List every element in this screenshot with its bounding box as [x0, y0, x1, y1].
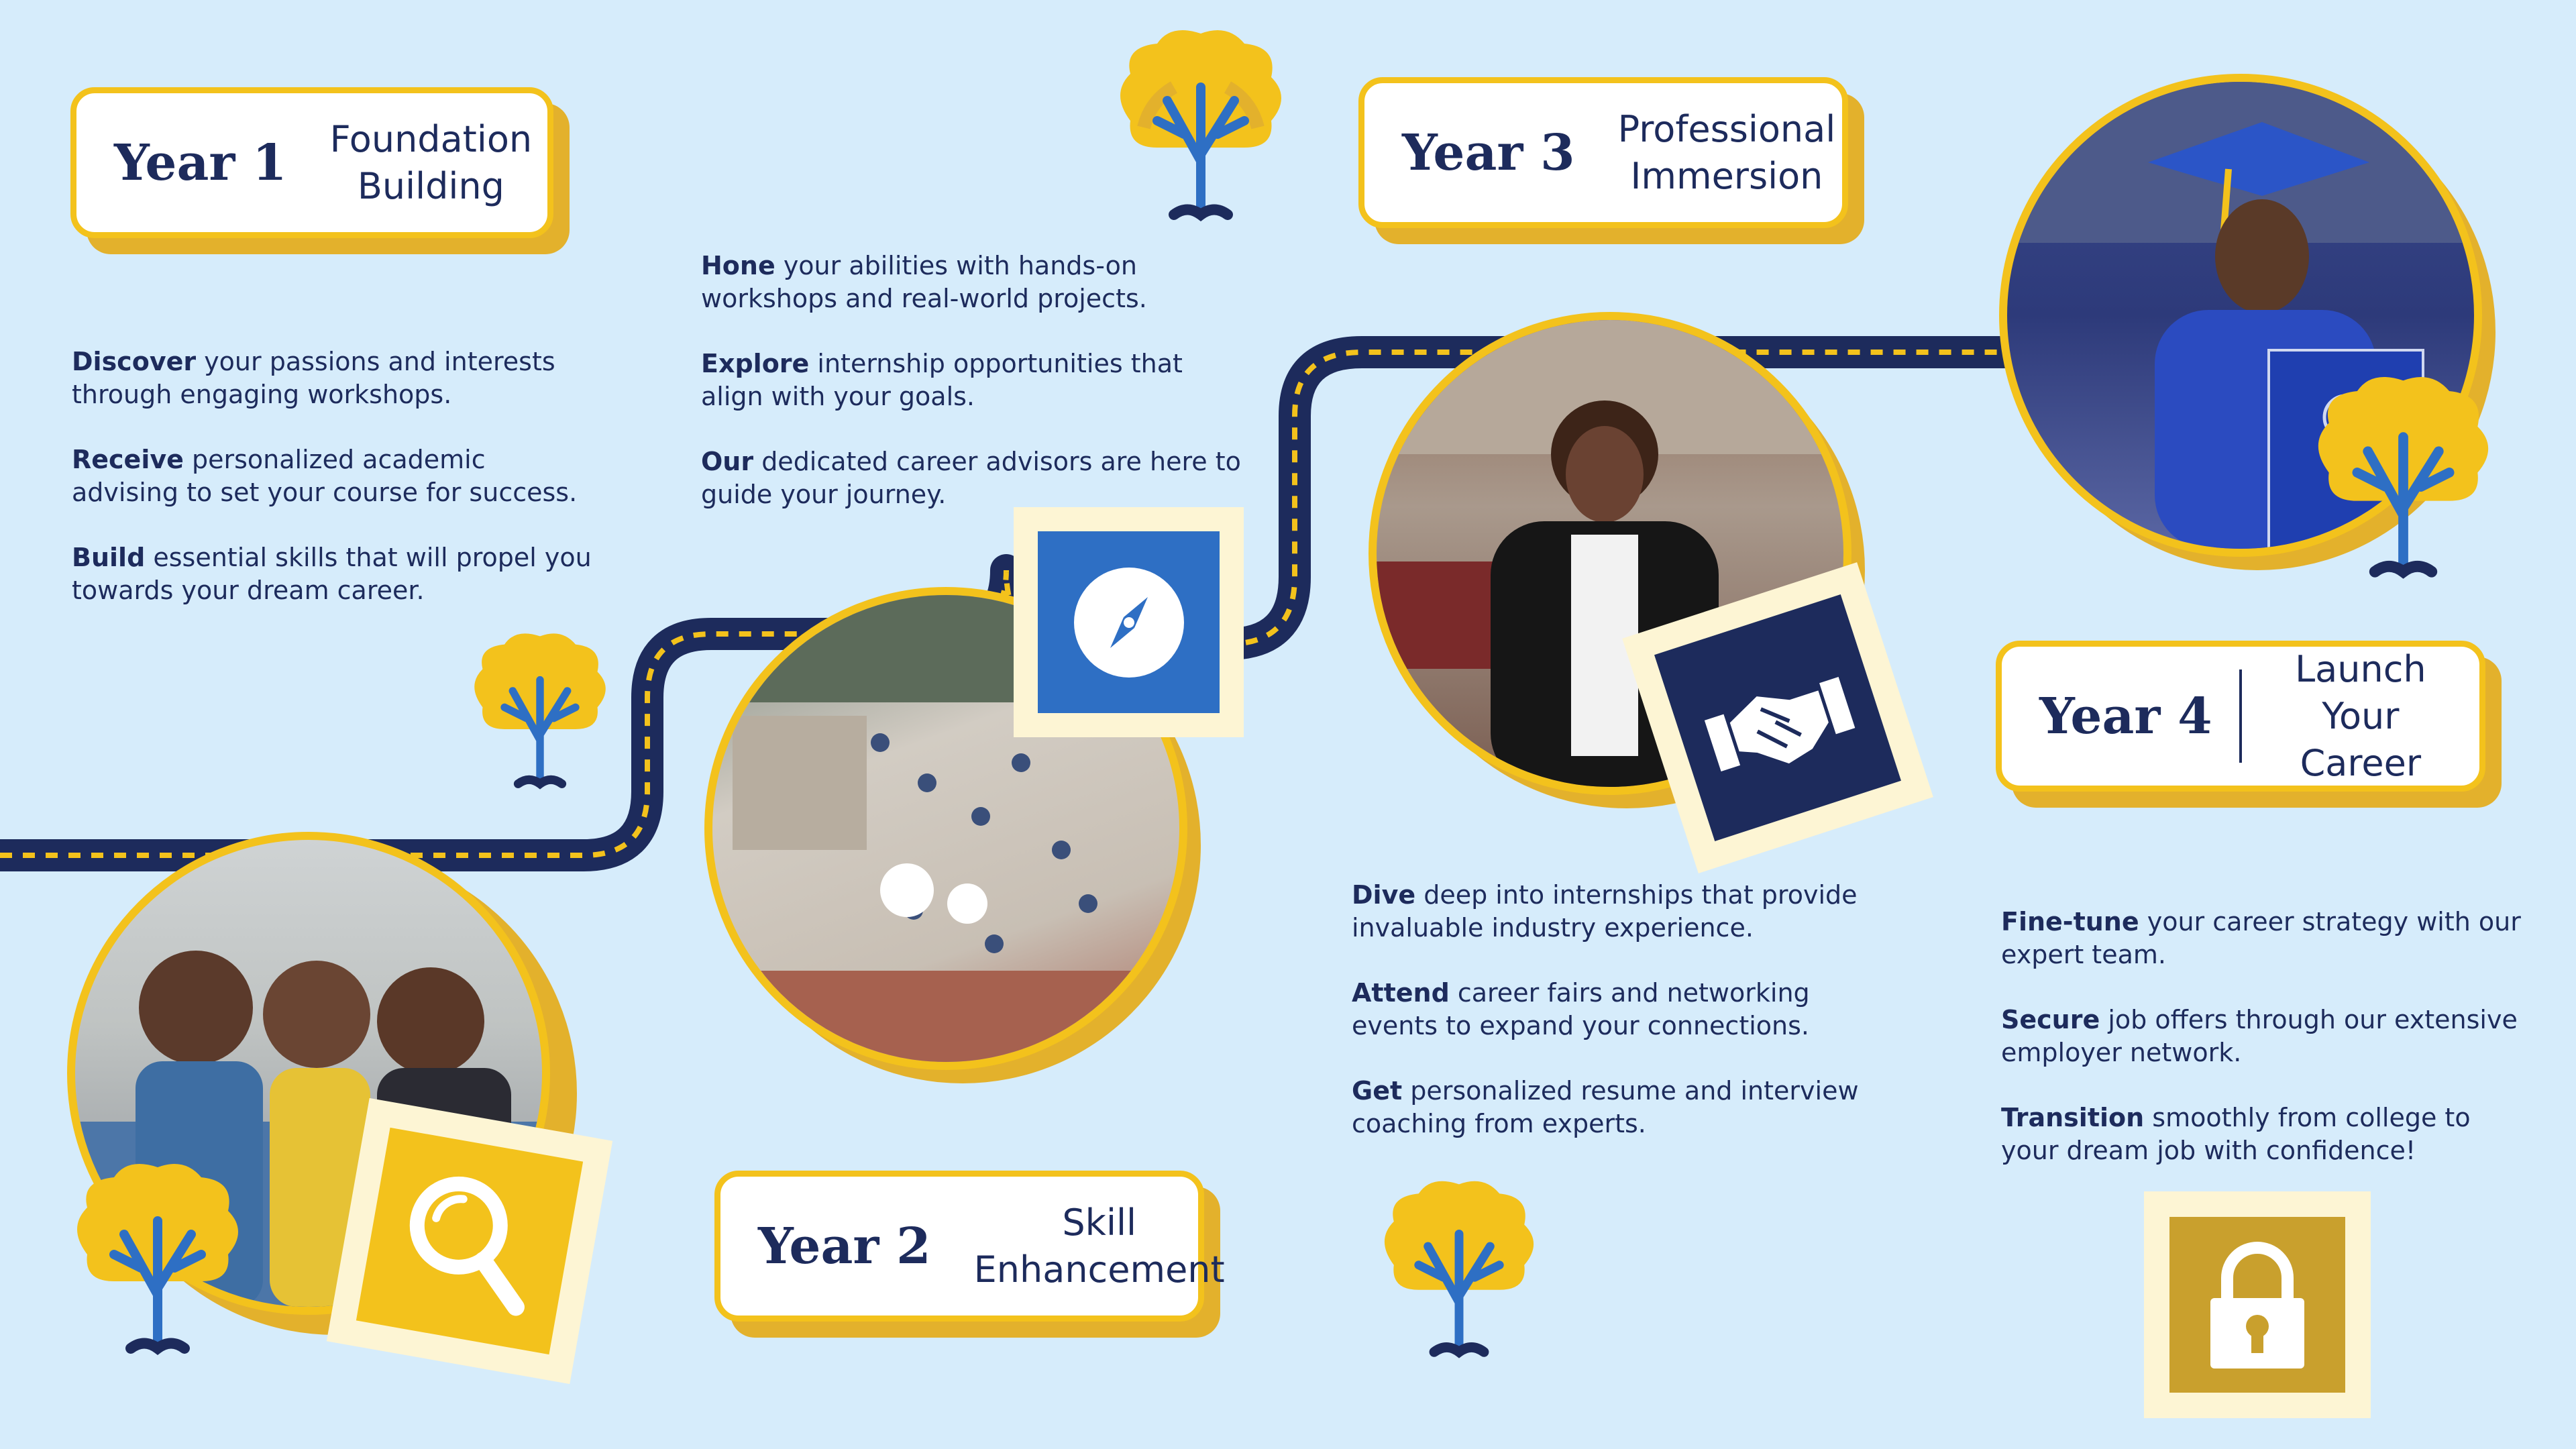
year2-description: [701, 250, 1251, 543]
tree-icon: [67, 1161, 248, 1362]
year2-item: Hone your abilities with hands-on workshops and real-world projects.: [701, 251, 1147, 313]
year1-item: Build essential skills that will propel you towards your dream career.: [72, 543, 592, 605]
magnifier-icon: [384, 1156, 555, 1327]
lock-icon: [2200, 1238, 2314, 1372]
year1-description: [72, 345, 595, 639]
year4-description: [2001, 906, 2531, 1199]
year1-title: Year 1: [114, 133, 287, 192]
year2-item: Our dedicated career advisors are here to guide your journey.: [701, 447, 1241, 509]
compass-icon: [1069, 562, 1189, 683]
year1-label-box: [70, 87, 553, 238]
year2-subtitle: Skill Enhancement: [973, 1201, 1225, 1291]
year4-item: Transition smoothly from college to your dream job with confidence!: [2001, 1103, 2471, 1165]
tree-icon: [1375, 1177, 1543, 1365]
year4-stamp: [2153, 1201, 2361, 1409]
year1-item: Receive personalized academic advising to set your course for success.: [72, 445, 578, 507]
year3-label-box: [1358, 77, 1848, 228]
tree-icon: [1110, 27, 1291, 228]
year3-title: Year 3: [1402, 123, 1575, 182]
year4-title: Year 4: [2039, 687, 2212, 745]
year1-stamp: [337, 1109, 602, 1373]
year2-label-box: [714, 1171, 1225, 1322]
year3-item: Dive deep into internships that provide invaluable industry experience.: [1352, 880, 1858, 943]
year1-item: Discover your passions and interests through engaging workshops.: [72, 347, 555, 409]
year2-stamp: [1023, 517, 1234, 728]
year4-item: Fine-tune your career strategy with our expert team.: [2001, 907, 2521, 969]
handshake-icon: [1686, 637, 1870, 799]
year3-item: Attend career fairs and networking events to expand your connections.: [1352, 978, 1810, 1040]
year1-subtitle: Foundation Building: [329, 117, 533, 207]
year2-title: Year 2: [758, 1217, 931, 1275]
tree-icon: [2308, 372, 2499, 587]
year4-subtitle: Launch Your Career: [2295, 647, 2426, 784]
year4-item: Secure job offers through our extensive employer network.: [2001, 1005, 2518, 1067]
year4-label-box: [1996, 641, 2485, 792]
year3-description: [1352, 879, 1902, 1173]
year2-item: Explore internship opportunities that align with your goals.: [701, 349, 1183, 411]
year3-item: Get personalized resume and interview coaching from experts.: [1352, 1076, 1859, 1138]
year3-subtitle: Professional Immersion: [1617, 107, 1836, 197]
tree-icon: [466, 631, 614, 795]
